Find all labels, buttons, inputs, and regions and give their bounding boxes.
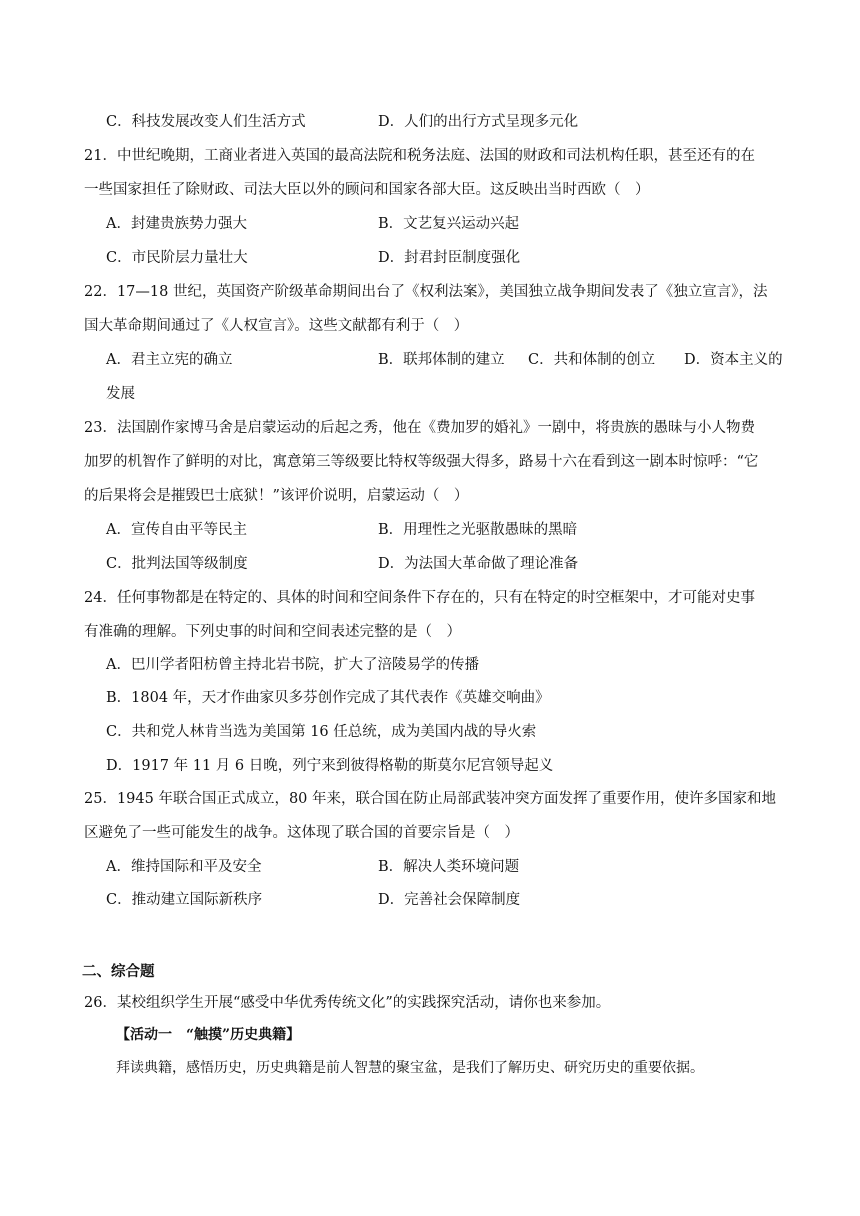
q25-option-a[interactable]: A．维持国际和平及安全 <box>106 859 262 875</box>
q23-option-d[interactable]: D．为法国大革命做了理论准备 <box>378 556 579 572</box>
q21-option-a[interactable]: A．封建贵族势力强大 <box>106 216 247 232</box>
q23-stem-line1: 23．法国剧作家博马舍是启蒙运动的后起之秀，他在《费加罗的婚礼》一剧中，将贵族的愚昧与小人物费 <box>84 420 755 436</box>
q25-option-b[interactable]: B．解决人类环境问题 <box>378 859 520 875</box>
q22-option-d-continued: 发展 <box>106 386 135 402</box>
q22-stem-line1: 22．17—18 世纪，英国资产阶级革命期间出台了《权利法案》，美国独立战争期间发表了《独立宣言》，法 <box>84 284 768 300</box>
q22-option-b[interactable]: B．联邦体制的建立 <box>378 352 505 368</box>
q21-option-b[interactable]: B．文艺复兴运动兴起 <box>378 216 520 232</box>
q24-option-d[interactable]: D．1917 年 11 月 6 日晚，列宁来到彼得格勒的斯莫尔尼宫领导起义 <box>106 758 554 774</box>
q22-option-d[interactable]: D．资本主义的 <box>684 352 783 368</box>
q23-option-c[interactable]: C．批判法国等级制度 <box>106 556 248 572</box>
q20-option-c[interactable]: C．科技发展改变人们生活方式 <box>106 114 306 130</box>
q22-stem-line2: 国大革命期间通过了《人权宣言》。这些文献都有利于（ ） <box>84 318 469 334</box>
q22-option-a[interactable]: A．君主立宪的确立 <box>106 352 233 368</box>
q23-option-b[interactable]: B．用理性之光驱散愚昧的黑暗 <box>378 522 578 538</box>
activity-one-paragraph: 拜读典籍，感悟历史，历史典籍是前人智慧的聚宝盆，是我们了解历史、研究历史的重要依据。 <box>116 1060 704 1076</box>
q24-option-b[interactable]: B．1804 年，天才作曲家贝多芬创作完成了其代表作《英雄交响曲》 <box>106 690 550 706</box>
q21-option-d[interactable]: D．封君封臣制度强化 <box>378 250 521 266</box>
q25-stem-line1: 25．1945 年联合国正式成立，80 年来，联合国在防止局部武装冲突方面发挥了重要作用，使许多国家和地 <box>84 791 777 807</box>
q26-stem: 26．某校组织学生开展“感受中华优秀传统文化”的实践探究活动，请你也来参加。 <box>84 995 611 1011</box>
q24-stem-line1: 24．任何事物都是在特定的、具体的时间和空间条件下存在的，只有在特定的时空框架中，才可能对史事 <box>84 590 755 606</box>
q21-option-c[interactable]: C．市民阶层力量壮大 <box>106 250 248 266</box>
q24-option-a[interactable]: A．巴川学者阳枋曾主持北岩书院，扩大了涪陵易学的传播 <box>106 657 479 673</box>
q25-option-c[interactable]: C．推动建立国际新秩序 <box>106 892 263 908</box>
q21-stem-line1: 21．中世纪晚期，工商业者进入英国的最高法院和税务法庭、法国的财政和司法机构任职，甚至还有的在 <box>84 148 755 164</box>
q24-option-c[interactable]: C．共和党人林肯当选为美国第 16 任总统，成为美国内战的导火索 <box>106 724 537 740</box>
activity-one-heading: 【活动一 “触摸”历史典籍】 <box>116 1027 301 1043</box>
q23-stem-line2: 加罗的机智作了鲜明的对比，寓意第三等级要比特权等级强大得多，路易十六在看到这一剧本时惊呼：“它 <box>84 454 759 470</box>
q22-option-c[interactable]: C．共和体制的创立 <box>528 352 656 368</box>
q24-stem-line2: 有准确的理解。下列史事的时间和空间表述完整的是（ ） <box>84 624 461 640</box>
q21-stem-line2: 一些国家担任了除财政、司法大臣以外的顾问和国家各部大臣。这反映出当时西欧（ ） <box>84 182 650 198</box>
section-heading: 二、综合题 <box>82 963 155 980</box>
q25-option-d[interactable]: D．完善社会保障制度 <box>378 892 521 908</box>
q23-stem-line3: 的后果将会是摧毁巴士底狱！”该评价说明，启蒙运动（ ） <box>84 488 469 504</box>
q20-option-d[interactable]: D．人们的出行方式呈现多元化 <box>378 114 579 130</box>
q25-stem-line2: 区避免了一些可能发生的战争。这体现了联合国的首要宗旨是（ ） <box>84 825 519 841</box>
q23-option-a[interactable]: A．宣传自由平等民主 <box>106 522 247 538</box>
